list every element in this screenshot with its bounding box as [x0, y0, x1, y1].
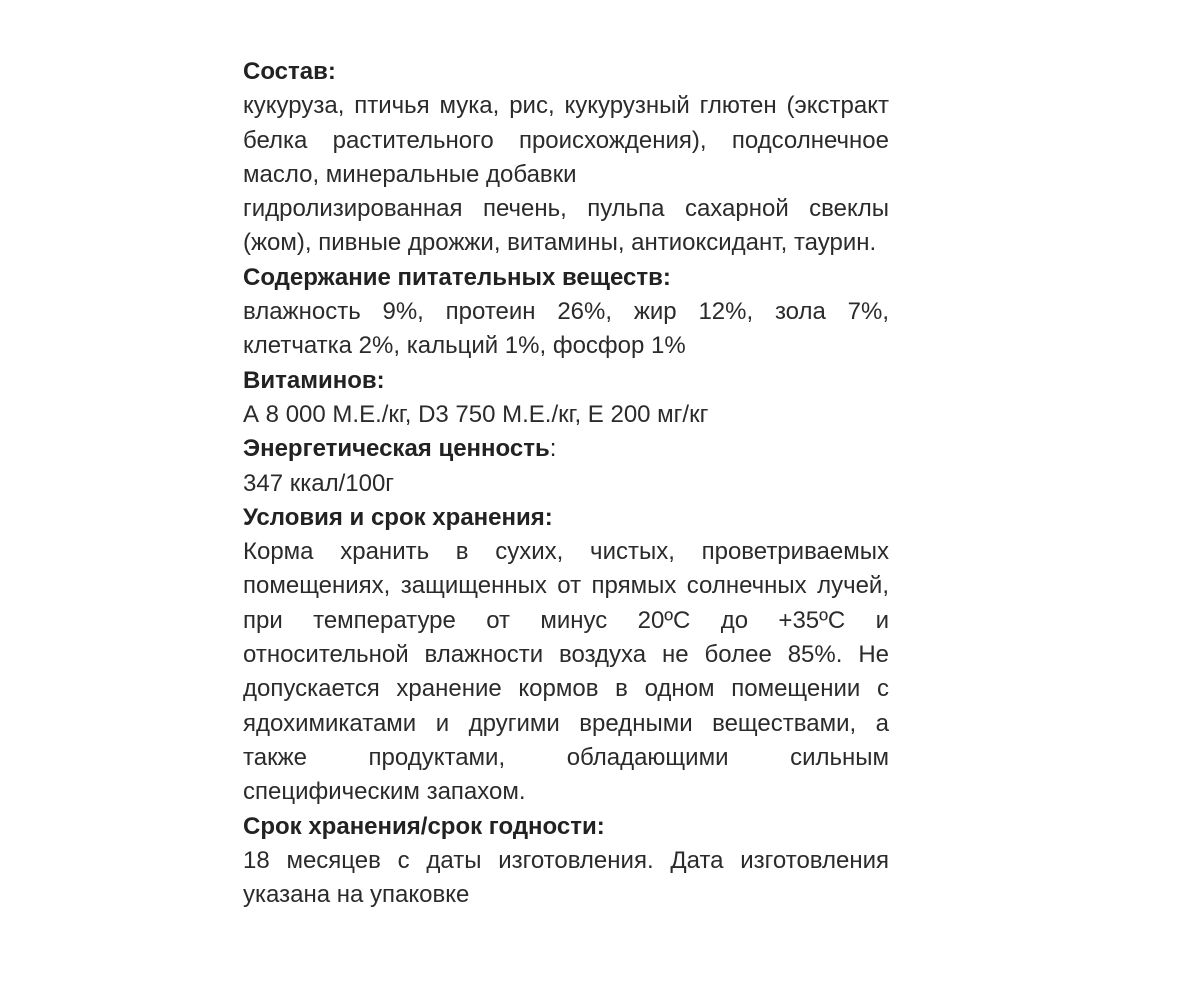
composition-text-1: кукуруза, птичья мука, рис, кукурузный глютен (экстракт белка растительного происхождения), подсолнечное масло, минеральные добавки — [243, 92, 889, 188]
section-energy — [243, 432, 889, 501]
section-storage-conditions — [243, 501, 889, 810]
energy-text: 347 ккал/100г — [243, 469, 395, 497]
section-heading-nutrients: Содержание питательных веществ: — [243, 263, 671, 291]
section-shelf-life — [243, 810, 889, 913]
storage-conditions-text: Корма хранить в сухих, чистых, проветриваемых помещениях, защищенных от прямых солнечных лучей, при температуре от минус 20ºС до +35ºС и относительной влажности воздуха не более 85%. Не допускается хранение кормов в одном помещении с ядохимикатами и другими вредными веществами, а также продуктами, обладающими сильным специфическим запахом. — [243, 538, 889, 806]
energy-heading-label: Энергетическая ценность — [243, 435, 550, 463]
section-nutrients — [243, 261, 889, 364]
section-composition — [243, 55, 889, 261]
section-heading-energy — [243, 432, 889, 466]
composition-text-2: гидролизированная печень, пульпа сахарной свеклы (жом), пивные дрожжи, витамины, антиоксидант, таурин. — [243, 195, 889, 257]
nutrients-text: влажность 9%, протеин 26%, жир 12%, зола 7%, клетчатка 2%, кальций 1%, фосфор 1% — [243, 298, 889, 360]
section-heading-shelf-life: Срок хранения/срок годности: — [243, 812, 605, 840]
section-heading-vitamins: Витаминов: — [243, 366, 385, 394]
vitamins-text: А 8 000 М.Е./кг, D3 750 М.Е./кг, Е 200 мг/кг — [243, 400, 709, 428]
section-vitamins — [243, 364, 889, 433]
product-description — [243, 55, 889, 912]
section-heading-composition: Состав: — [243, 58, 336, 85]
energy-heading-colon: : — [549, 435, 557, 463]
shelf-life-text: 18 месяцев с даты изготовления. Дата изготовления указана на упаковке — [243, 846, 889, 909]
section-heading-storage-conditions: Условия и срок хранения: — [243, 503, 553, 531]
